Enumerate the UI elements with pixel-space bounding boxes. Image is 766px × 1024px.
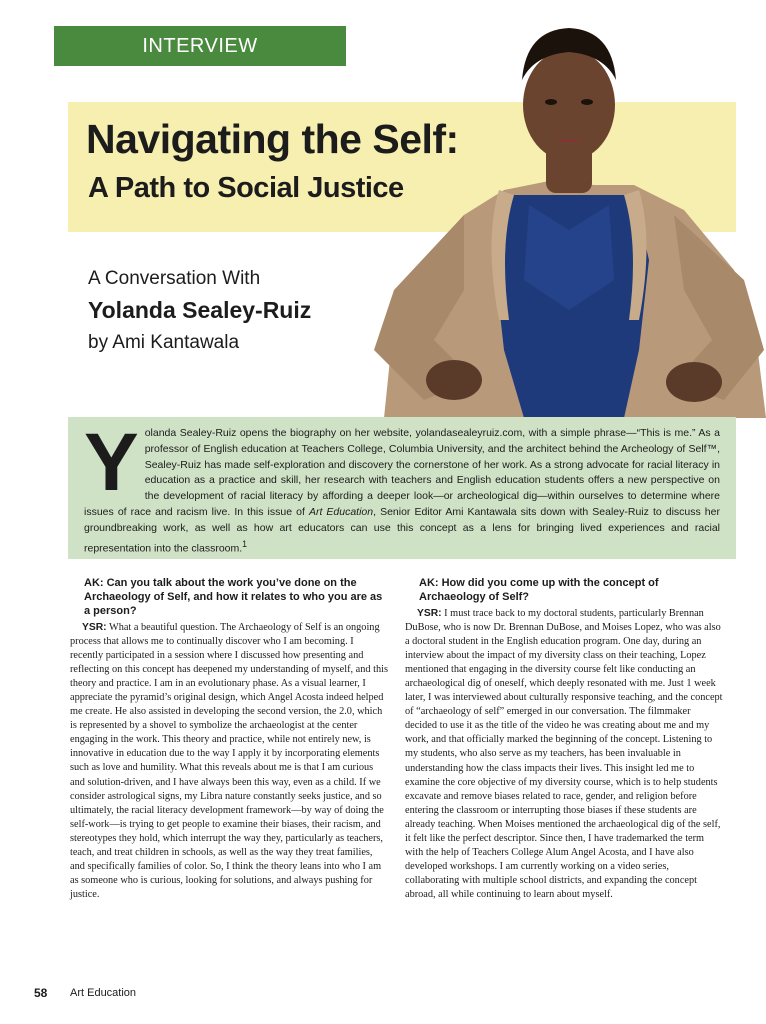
speaker-label: YSR: [82, 622, 107, 633]
left-column [70, 576, 388, 902]
article-title: Navigating the Self: [86, 116, 459, 162]
journal-name: Art Education [308, 505, 374, 518]
interview-question: AK: Can you talk about the work you’ve done on the Archaeology of Self, and how it relates to who you are as a person? [84, 577, 383, 617]
section-tag: INTERVIEW [54, 26, 346, 66]
article-subtitle: A Path to Social Justice [88, 172, 404, 204]
footnote-marker: 1 [242, 538, 248, 549]
speaker-label: YSR: [417, 608, 442, 619]
page-number: 58 [34, 986, 48, 1000]
right-column [405, 576, 723, 902]
interview-answer: YSR: What a beautiful question. The Archaeology of Self is an ongoing process that allows me to continually discover who I am becoming. I recently participated in a session where I discussed how presenting and reflecting on this concept has deepened my understanding of myself, and this theory and practice. I am in an evolutionary phase. As a visual learner, I appreciate the pyramid’s original design, which Angel Acosta indeed helped me create. He also assisted in developing the second version, the 2.0, which is represented by a shovel to symbolize the archaeologist at the center engaging in the work. This theory and practice, while not entirely new, is innovative in education due to the way I apply it by incorporating elements such as love and humility. What this reveals about me is that I am curious and solution-driven, and I have always been this way, even as a child. If we consider astrological signs, my Libra nature constantly seeks justice, and so ultimately, the racial literacy development framework—by way of doing the self-work—is trying to get people to examine their biases, their racism, and stereotypes they hold, which interrupt the way they, particularly as teachers, teach, and treat children in schools, as well as the way they treat families, and specifically families of color. So, I think the theory leans into who I am as someone who is curious, looking for solutions, and always pushing for justice. [70, 622, 388, 900]
portrait-photo [354, 20, 766, 418]
interview-question: AK: How did you come up with the concept of Archaeology of Self? [419, 577, 659, 603]
author-byline: by Ami Kantawala [88, 332, 240, 353]
interviewee-name: Yolanda Sealey-Ruiz [88, 297, 312, 323]
conversation-label: A Conversation With [88, 268, 261, 289]
drop-cap: Y [84, 417, 139, 508]
publication-name: Art Education [70, 987, 137, 999]
intro-paragraph: olanda Sealey-Ruiz opens the biography on her website, yolandasealeyruiz.com, with a simple phrase—“This is me.” As a professor of English education at Teachers College, Columbia University, and the architect behind the Archeology of Self™, Sealey-Ruiz has made self-exploration and discovery the cornerstone of her work. As a strong advocate for racial literacy in education as a practice and skill, her research with teachers and English education students offers a new perspective on the development of racial literacy by affording a deeper look—or archeological dig—within ourselves to determine where issues of race and racism live. In this issue of Art Education, Senior Editor Ami Kantawala sits down with Sealey-Ruiz to discuss her groundbreaking work, as well as how art educators can use this concept as a lens for bringing lived experiences and racial representation into the classroom.$^1$ [84, 427, 720, 555]
interview-answer: YSR: I must trace back to my doctoral students, particularly Brennan DuBose, who is now Dr. Brennan DuBose, and Moises Lopez, who was also a doctoral student in the English education program. One day, during an interview about the impact of my diversity class on their teaching, Lopez mentioned that engaging in the diversity course felt like conducting an archaeological dig of oneself, which deeply resonated with me. Just 1 week later, I was interviewed about culturally responsive teaching, and the concept of “archaeology of self” emerged in our conversation. The filmmaker decided to use it as the title of the video he was creating about me and my work, and that officially marked the beginning of the concept. Listening to my students, who also serve as my teachers, has been invaluable in understanding how the class impacts their lives. This insight led me to examine the core objective of my diversity course, which is to help students excavate and remove biases related to race, gender, and religion before entering the classroom or interrupting those biases if these students are already teaching. When Moises mentioned the archaeological dig of the self, it felt like the perfect descriptor. Since then, I have trademarked the term with the help of Teachers College Alum Angel Acosta, and I have also developed workshops. I am currently working on a video series, collaborating with multiple school districts, and expanding the concept abroad, all while continuing to learn about myself. [405, 608, 723, 900]
intro-box [68, 417, 736, 559]
